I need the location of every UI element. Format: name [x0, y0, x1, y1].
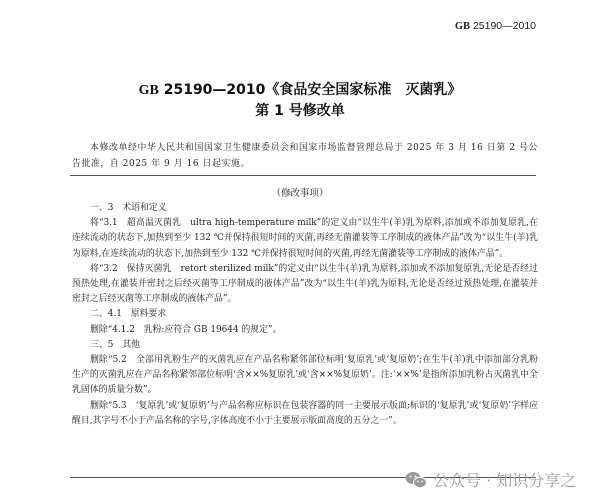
wechat-icon [405, 471, 427, 489]
section-heading: （修改事项） [271, 188, 329, 199]
clause-paragraph: 删除“5.3 ‘复原乳’或‘复原奶’与产品名称应标识在包装容器的同一主要展示版面;标识的‘复原乳’或‘复原奶’字样应醒目,其字号不小于产品名称的字号,字体高度不小于主要展示版面高度的五分之一”。 [72, 400, 538, 426]
clause-heading: 一、3 术语和定义 [90, 203, 167, 213]
standard-code [455, 20, 536, 32]
title-line-2: 第 1 号修改单 [255, 103, 345, 119]
top-divider [70, 175, 536, 176]
amendment-body [72, 201, 538, 429]
watermark-text: 公众号 · 知识分享之 [433, 471, 577, 490]
clause-heading: 二、4.1 原料要求 [90, 309, 167, 320]
clause-paragraph: 将“3.1 超高温灭菌乳 ultra high-temperature milk”的定义由“以生牛(羊)乳为原料,添加或不添加复原乳,在连续流动的状态下,加热到至少 132 ℃并保持很短时间的灭菌,再经无菌灌装等工序制成的液体产品”改为“以生牛(羊)乳为原料,在连续流动的状态下,加热到至少 132 ℃并保持很短时间的灭菌,再经无菌灌装等工序制成的液体产品”。 [72, 218, 538, 259]
clause-paragraph: 删除“5.2 全部用乳粉生产的灭菌乳应在产品名称紧邻部位标明‘复原乳’或‘复原奶’;在生牛(羊)乳中添加部分乳粉生产的灭菌乳应在产品名称紧邻部位标明‘含××%复原乳’或‘含××%复原奶’。注:‘××%’是指所添加乳粉占灭菌乳中全乳固体的质量分数”。 [72, 355, 538, 396]
title-line-1 [0, 80, 600, 101]
standard-code-number: 25190—2010 [472, 20, 536, 32]
watermark [405, 468, 576, 491]
intro-paragraph: 本修改单经中华人民共和国国家卫生健康委员会和国家市场监督管理总局于 2025 年 3 月 16 日第 2 号公告批准，自 2025 年 9 月 16 日起实施。 [72, 143, 538, 169]
clause-heading: 三、5 其他 [90, 339, 141, 350]
standard-code-prefix: GB [454, 21, 471, 32]
clause-paragraph: 将“3.2 保持灭菌乳 retort sterilized milk”的定义由“以生牛(羊)乳为原料,添加或不添加复原乳,无论是否经过预热处理,在灌装并密封之后经灭菌等工序制成的液体产品”改为“以生牛(羊)乳为原料,无论是否经过预热处理,在灌装并密封之后经灭菌等工序制成的液体产品”。 [72, 263, 538, 305]
title-gb: GB [138, 83, 159, 98]
title-standard-name: 25190—2010《食品安全国家标准 灭菌乳》 [158, 82, 462, 98]
document-title [0, 80, 600, 122]
clause-paragraph: 删除“4.1.2 乳粉:应符合 GB 19644 的规定”。 [90, 324, 282, 335]
